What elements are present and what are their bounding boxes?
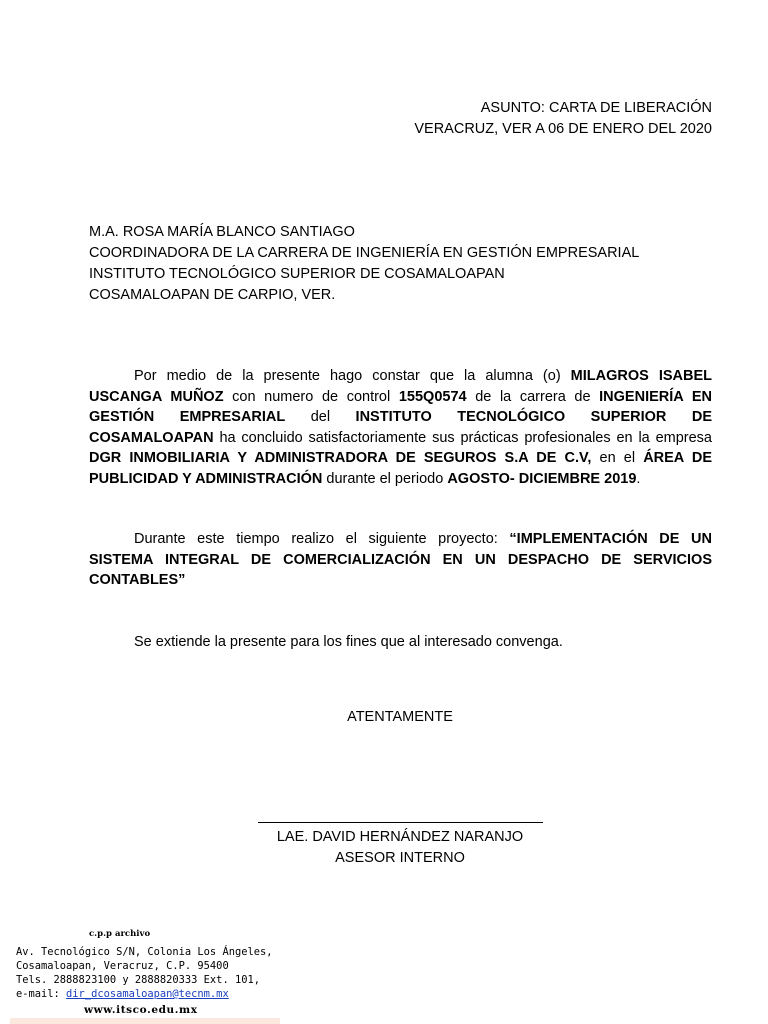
email-label: e-mail: <box>16 988 67 1000</box>
salutation: ATENTAMENTE <box>347 709 453 725</box>
footer-address <box>16 945 286 1001</box>
area-name: ÁREA DE PUBLICIDAD Y ADMINISTRACIÓN <box>89 450 712 487</box>
recipient-institution: INSTITUTO TECNOLÓGICO SUPERIOR DE COSAMALOAPAN <box>89 266 505 282</box>
subject-line: ASUNTO: CARTA DE LIBERACIÓN <box>480 100 712 116</box>
text-run: de la carrera de <box>466 388 600 405</box>
text-run: con numero de control <box>223 388 399 405</box>
recipient-name: M.A. ROSA MARÍA BLANCO SANTIAGO <box>89 224 355 240</box>
company-name: DGR INMOBILIARIA Y ADMINISTRADORA DE SEGUROS S.A DE C.V, <box>89 450 592 466</box>
address-line-2: Cosamaloapan, Veracruz, C.P. 95400 <box>16 960 229 972</box>
recipient-position: COORDINADORA DE LA CARRERA DE INGENIERÍA EN GESTIÓN EMPRESARIAL <box>89 245 640 261</box>
ccp-note: c.p.p archivo <box>89 929 151 939</box>
phone-line: Tels. 2888823100 y 2888820333 Ext. 101, <box>16 974 260 986</box>
text-run: . <box>636 470 641 487</box>
signature-line <box>258 822 543 823</box>
period: AGOSTO- DICIEMBRE 2019 <box>447 470 637 487</box>
institute-name: INSTITUTO TECNOLÓGICO SUPERIOR DE COSAMALOAPAN <box>89 409 713 446</box>
career-name: INGENIERÍA EN GESTIÓN EMPRESARIAL <box>89 388 712 425</box>
signer-name: LAE. DAVID HERNÁNDEZ NARANJO <box>276 829 524 845</box>
email-link[interactable]: dir_dcosamaloapan@tecnm.mx <box>66 988 229 1000</box>
text-run: Durante este tiempo realizo el siguiente proyecto: <box>134 531 510 547</box>
recipient-block <box>89 222 709 306</box>
text-run: ha concluido satisfactoriamente sus prácticas profesionales en la empresa <box>213 429 712 446</box>
project-title: “IMPLEMENTACIÓN DE UN SISTEMA INTEGRAL DE COMERCIALIZACIÓN EN UN DESPACHO DE SERVICIOS CONTABLES” <box>89 531 712 588</box>
text-run: durante el periodo <box>322 470 448 487</box>
letter-header <box>300 98 712 140</box>
control-number: 155Q0574 <box>398 388 467 405</box>
recipient-city: COSAMALOAPAN DE CARPIO, VER. <box>89 287 336 303</box>
email-line <box>16 987 286 1001</box>
signer-title: ASESOR INTERNO <box>335 850 465 866</box>
signer-block <box>250 827 550 869</box>
body-paragraph-project <box>89 529 712 591</box>
text-run: en el <box>591 450 644 466</box>
address-line-1: Av. Tecnológico S/N, Colonia Los Ángeles, <box>16 946 273 958</box>
text-run: Por medio de la presente hago constar que la alumna (o) <box>134 368 571 384</box>
place-date-line: VERACRUZ, VER A 06 DE ENERO DEL 2020 <box>414 121 712 137</box>
text-run: del <box>285 409 356 425</box>
footer-decor-bar <box>10 1018 280 1024</box>
student-name: MILAGROS ISABEL USCANGA MUÑOZ <box>89 368 712 405</box>
website-text: www.itsco.edu.mx <box>84 1004 198 1016</box>
body-paragraph-certification <box>89 366 712 489</box>
body-paragraph-closing: Se extiende la presente para los fines que al interesado convenga. <box>134 634 563 650</box>
